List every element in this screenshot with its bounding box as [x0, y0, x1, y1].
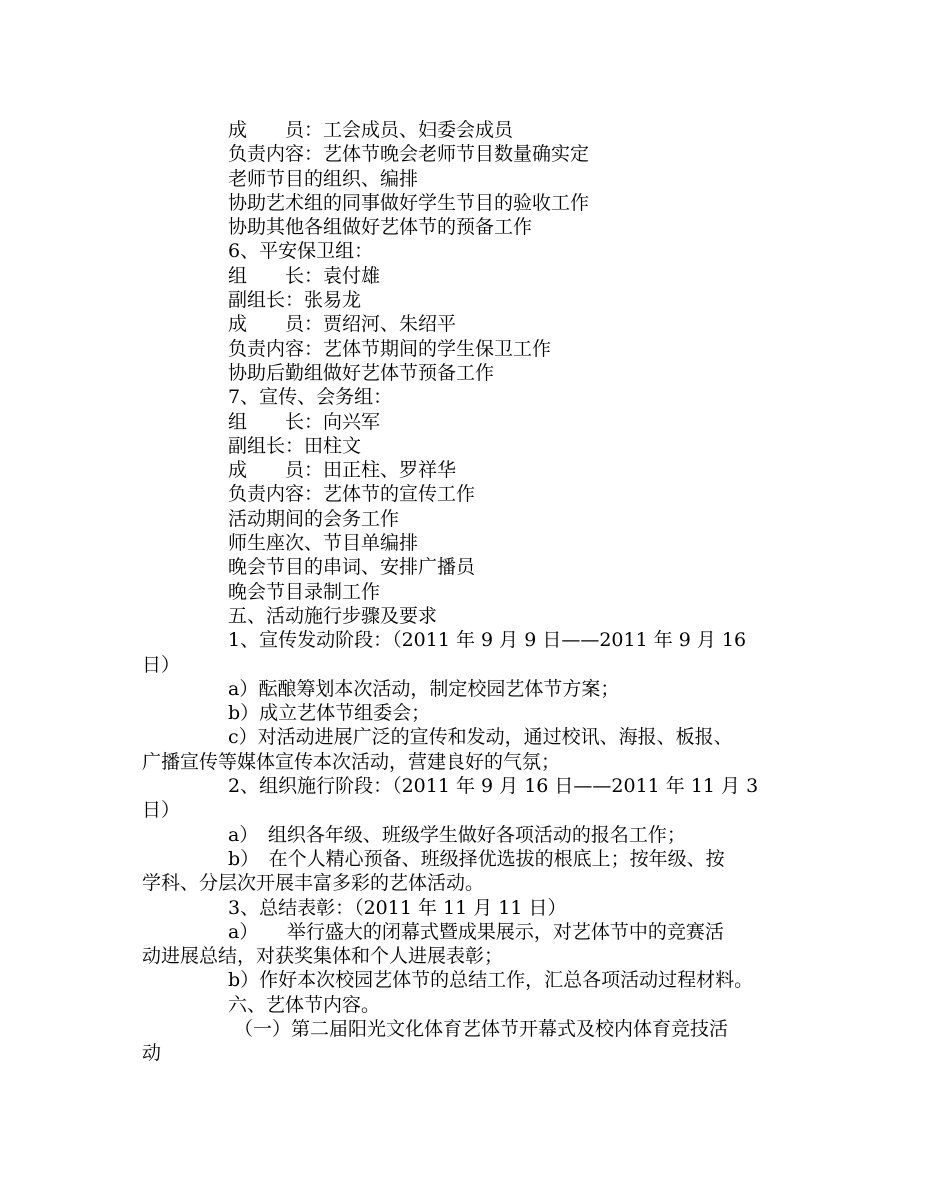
text-line: 成 员：工会成员、妇委会成员: [228, 119, 514, 141]
text-line: 组 长：袁付雄: [228, 264, 381, 287]
text-line: （一）第二届阳光文化体育艺体节开幕式及校内体育竞技活: [234, 1017, 729, 1040]
text-line: c）对活动进展广泛的宣传和发动，通过校讯、海报、板报、: [228, 726, 733, 749]
text-line: 组 长：向兴军: [228, 410, 381, 433]
text-line: 6、平安保卫组：: [228, 240, 374, 263]
text-line: a） 组织各年级、班级学生做好各项活动的报名工作；: [228, 823, 686, 846]
document-page: [0, 118, 950, 1066]
text-line: 活动期间的会务工作: [228, 507, 400, 530]
text-line: 六、艺体节内容。: [228, 993, 381, 1016]
text-line: 晚会节目录制工作: [228, 580, 381, 603]
text-line: 负责内容：艺体节晚会老师节目数量确实定: [228, 143, 590, 166]
text-line: 老师节目的组织、编排: [228, 167, 419, 190]
text-line: b）成立艺体节组委会；: [228, 702, 431, 725]
text-line: 协助其他各组做好艺体节的预备工作: [228, 216, 533, 239]
text-line: 晚会节目的串词、安排广播员: [228, 556, 476, 579]
text-line: 学科、分层次开展丰富多彩的艺体活动。: [142, 872, 485, 895]
text-line: b） 在个人精心预备、班级择优选拔的根底上；按年级、按: [228, 847, 725, 870]
text-line: 动: [142, 1042, 162, 1065]
text-line: 五、活动施行步骤及要求: [228, 604, 438, 627]
text-line: 副组长：田柱文: [228, 434, 362, 457]
text-line: 负责内容：艺体节期间的学生保卫工作: [228, 337, 552, 360]
text-line: 成 员：田正柱、罗祥华: [228, 459, 457, 482]
text-line: a）酝酿筹划本次活动，制定校园艺体节方案；: [228, 677, 620, 700]
text-line: 2、组织施行阶段：（2011 年 9 月 16 日——2011 年 11 月 3: [228, 775, 759, 798]
text-line: 负责内容：艺体节的宣传工作: [228, 483, 476, 506]
text-line: 动进展总结，对获奖集体和个人进展表彰；: [142, 945, 504, 968]
text-line: 7、宣传、会务组：: [228, 386, 393, 409]
text-line: 广播宣传等媒体宣传本次活动，营建良好的气氛；: [142, 750, 561, 773]
text-line: 师生座次、节目单编排: [228, 532, 419, 555]
text-line: 副组长：张易龙: [228, 289, 362, 312]
text-line: 1、宣传发动阶段：（2011 年 9 月 9 日——2011 年 9 月 16: [228, 629, 747, 652]
text-line: 日）: [142, 799, 181, 822]
text-line: b）作好本次校园艺体节的总结工作，汇总各项活动过程材料。: [228, 969, 754, 992]
text-line: 日）: [142, 653, 181, 676]
text-line: 成 员：贾绍河、朱绍平: [228, 313, 457, 336]
text-line: 协助后勤组做好艺体节预备工作: [228, 361, 495, 384]
text-line: a） 举行盛大的闭幕式暨成果展示，对艺体节中的竞赛活: [228, 920, 724, 943]
text-line: 3、总结表彰：（2011 年 11 月 11 日）: [228, 896, 567, 919]
text-line: 协助艺术组的同事做好学生节目的验收工作: [228, 191, 590, 214]
